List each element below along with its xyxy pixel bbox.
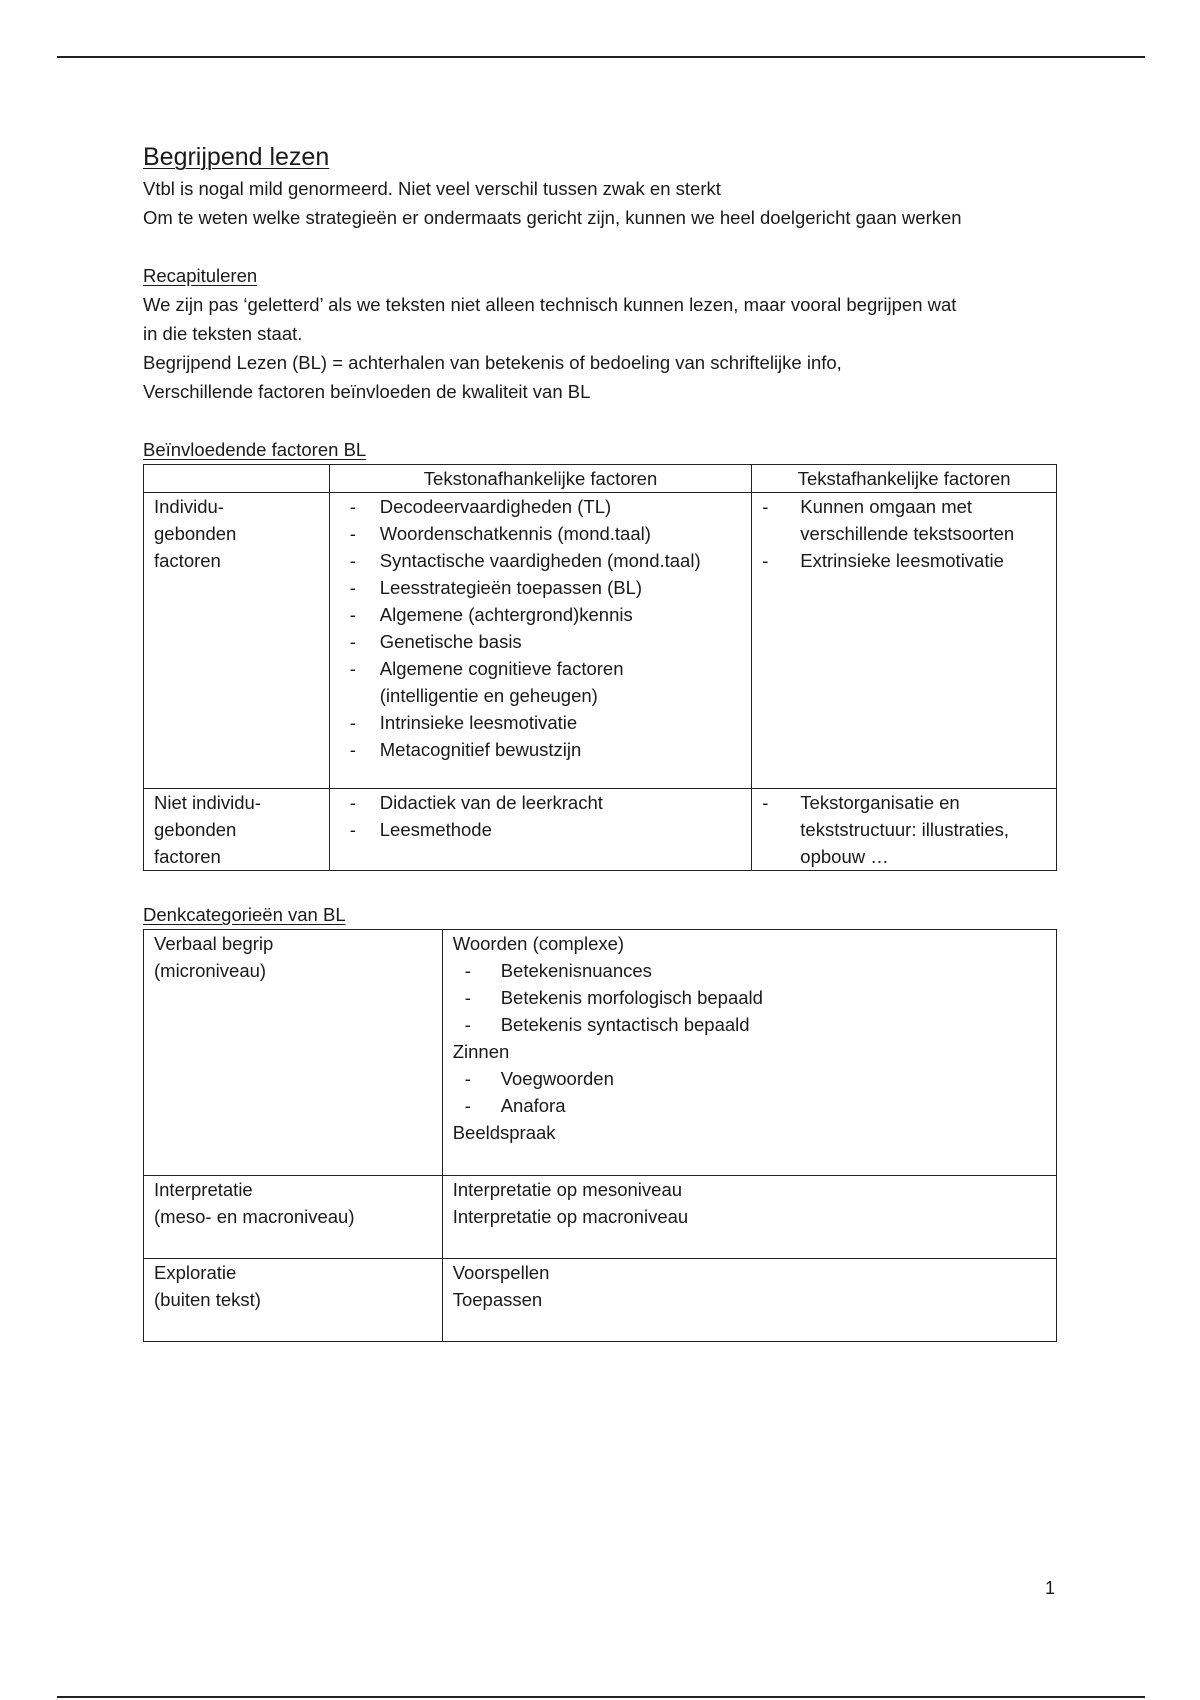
categories-table — [143, 929, 1057, 1342]
factors-heading: Beïnvloedende factoren BL — [143, 439, 367, 460]
list-item: - Didactiek van de leerkracht — [342, 789, 748, 816]
dependent-factors-cell — [752, 789, 1057, 871]
list-item: - Leesmethode — [342, 816, 748, 843]
list-item: - Woordenschatkennis (mond.taal) — [342, 520, 748, 547]
intro-line: Om te weten welke strategieën er ondermaats gericht zijn, kunnen we heel doelgericht gaan werken — [143, 207, 962, 228]
list-item: - Betekenisnuances — [453, 957, 1046, 984]
header-rule — [57, 56, 1145, 58]
list-item: - Kunnen omgaan met verschillende tekstsoorten — [754, 493, 1052, 547]
row-label: Exploratie (buiten tekst) — [144, 1259, 443, 1342]
independent-factors-cell — [329, 789, 752, 871]
row-label: Individu- gebonden factoren — [144, 493, 330, 789]
row-label: Verbaal begrip (microniveau) — [144, 930, 443, 1176]
table-row — [144, 930, 1057, 1176]
row-label: Niet individu- gebonden factoren — [144, 789, 330, 871]
document-body — [143, 140, 1063, 1342]
col-header-independent: Tekstonafhankelijke factoren — [329, 465, 752, 493]
list-item: - Betekenis syntactisch bepaald — [453, 1011, 1046, 1038]
list-item: - Betekenis morfologisch bepaald — [453, 984, 1046, 1011]
factors-header-row — [144, 465, 1057, 493]
recap-line: We zijn pas ‘geletterd’ als we teksten niet alleen technisch kunnen lezen, maar vooral begrijpen wat — [143, 294, 957, 315]
category-detail-cell: Woorden (complexe) - Betekenisnuances - Betekenis morfologisch bepaald - Betekenis syntactisch bepaald Zinnen - Voegwoorden - Anafora Beeldspraak — [442, 930, 1056, 1176]
category-detail-cell: Voorspellen Toepassen — [442, 1259, 1056, 1342]
dependent-factors-cell — [752, 493, 1057, 789]
col-header-dependent: Tekstafhankelijke factoren — [752, 465, 1057, 493]
recap-heading: Recapituleren — [143, 265, 258, 286]
category-detail-cell: Interpretatie op mesoniveau Interpretatie op macroniveau — [442, 1176, 1056, 1259]
recap-line: Verschillende factoren beïnvloeden de kwaliteit van BL — [143, 381, 591, 402]
list-item: - Syntactische vaardigheden (mond.taal) — [342, 547, 748, 574]
intro-line: Vtbl is nogal mild genormeerd. Niet veel verschil tussen zwak en sterkt — [143, 178, 721, 199]
categories-heading: Denkcategorieën van BL — [143, 904, 346, 925]
table-row — [144, 789, 1057, 871]
list-item: - Extrinsieke leesmotivatie — [754, 547, 1052, 574]
list-item: - Metacognitief bewustzijn — [342, 736, 748, 763]
recap-line: in die teksten staat. — [143, 323, 303, 344]
list-item: - Voegwoorden — [453, 1065, 1046, 1092]
table-row — [144, 1176, 1057, 1259]
page-number: 1 — [1045, 1578, 1056, 1598]
footer-rule — [57, 1696, 1145, 1698]
independent-factors-cell — [329, 493, 752, 789]
list-item: - Genetische basis — [342, 628, 748, 655]
list-item: - Algemene (achtergrond)kennis — [342, 601, 748, 628]
table-row — [144, 1259, 1057, 1342]
recap-line: Begrijpend Lezen (BL) = achterhalen van betekenis of bedoeling van schriftelijke info, — [143, 352, 842, 373]
factors-table — [143, 464, 1057, 871]
row-label: Interpretatie (meso- en macroniveau) — [144, 1176, 443, 1259]
page-title: Begrijpend lezen — [143, 143, 330, 171]
list-item: - Leesstrategieën toepassen (BL) — [342, 574, 748, 601]
table-row — [144, 493, 1057, 789]
list-item: - Algemene cognitieve factoren (intelligentie en geheugen) — [342, 655, 748, 709]
list-item: - Tekstorganisatie en tekststructuur: illustraties, opbouw … — [754, 789, 1052, 870]
list-item: - Decodeervaardigheden (TL) — [342, 493, 748, 520]
list-item: - Anafora — [453, 1092, 1046, 1119]
list-item: - Intrinsieke leesmotivatie — [342, 709, 748, 736]
